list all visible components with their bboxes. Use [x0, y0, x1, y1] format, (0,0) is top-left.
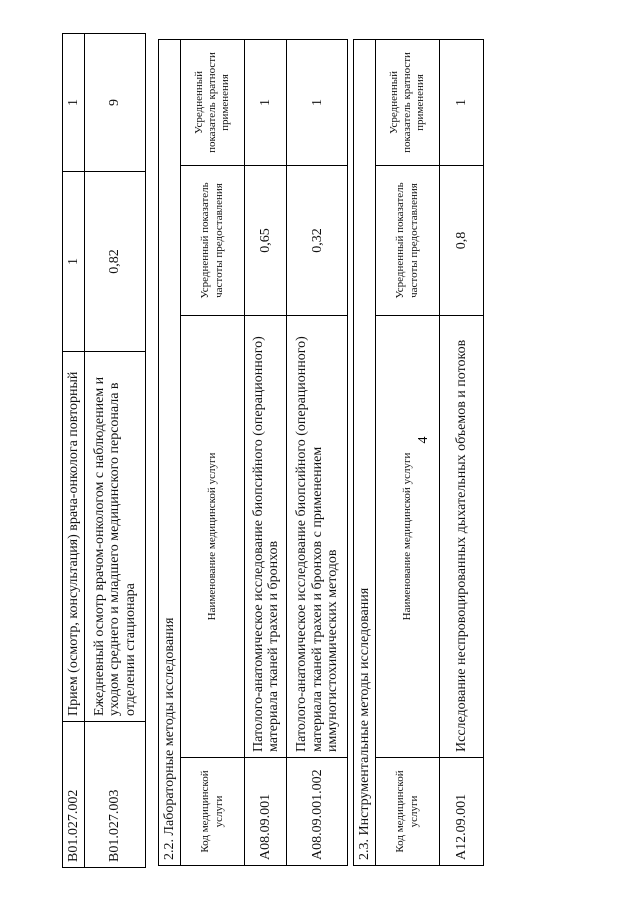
table-row: [63, 34, 85, 868]
table-2-2: [158, 39, 348, 866]
header-name: Наименование медицинской услуги: [376, 316, 440, 758]
header-multiplicity: Усредненный показатель кратности применения: [376, 39, 440, 165]
header-code: Код медицинской услуги: [376, 758, 440, 866]
multiplicity-value: 1: [63, 34, 85, 172]
header-row: [376, 39, 440, 865]
header-code: Код медицинской услуги: [181, 758, 245, 866]
multiplicity-value: 1: [287, 39, 348, 165]
section-2-2-block: [158, 40, 348, 866]
section-title: 2.2. Лабораторные методы исследования: [159, 39, 181, 865]
service-code: A08.09.001: [245, 758, 287, 866]
service-name: Ежедневный осмотр врачом-онкологом с наблюдением и уходом среднего и младшего медицинского персонала в отделении стационара: [85, 352, 146, 722]
service-code: B01.027.002: [63, 722, 85, 868]
frequency-value: 0,32: [287, 166, 348, 316]
frequency-value: 0,82: [85, 172, 146, 352]
header-name: Наименование медицинской услуги: [181, 316, 245, 758]
table-1: [62, 33, 146, 868]
service-code: B01.027.003: [85, 722, 146, 868]
section-2-3-block: [353, 40, 484, 866]
header-row: [181, 39, 245, 865]
header-frequency: Усредненный показатель частоты предоставления: [376, 166, 440, 316]
multiplicity-value: 9: [85, 34, 146, 172]
multiplicity-value: 1: [440, 39, 484, 165]
service-code: A12.09.001: [440, 758, 484, 866]
page-number: 4: [416, 436, 431, 444]
header-multiplicity: Усредненный показатель кратности применения: [181, 39, 245, 165]
service-name: Патолого-анатомическое исследование биопсийного (операционного) материала тканей трахеи и бронхов: [245, 316, 287, 758]
multiplicity-value: 1: [245, 39, 287, 165]
service-code: A08.09.001.002: [287, 758, 348, 866]
table-1-block: [62, 34, 146, 868]
frequency-value: 0,65: [245, 166, 287, 316]
section-title-row: [159, 39, 181, 865]
section-title: 2.3. Инструментальные методы исследования: [354, 39, 376, 865]
section-title-row: [354, 39, 376, 865]
service-name: Патолого-анатомическое исследование биопсийного (операционного) материала тканей трахеи и бронхов с применением иммуногистохимических методов: [287, 316, 348, 758]
table-row: [440, 39, 484, 865]
frequency-value: 0,8: [440, 166, 484, 316]
service-name: Прием (осмотр, консультация) врача-онколога повторный: [63, 352, 85, 722]
header-frequency: Усредненный показатель частоты предоставления: [181, 166, 245, 316]
table-row: [245, 39, 287, 865]
table-2-3: [353, 39, 484, 866]
table-row: [287, 39, 348, 865]
frequency-value: 1: [63, 172, 85, 352]
service-name: Исследование неспровоцированных дыхательных объемов и потоков: [440, 316, 484, 758]
table-row: [85, 34, 146, 868]
